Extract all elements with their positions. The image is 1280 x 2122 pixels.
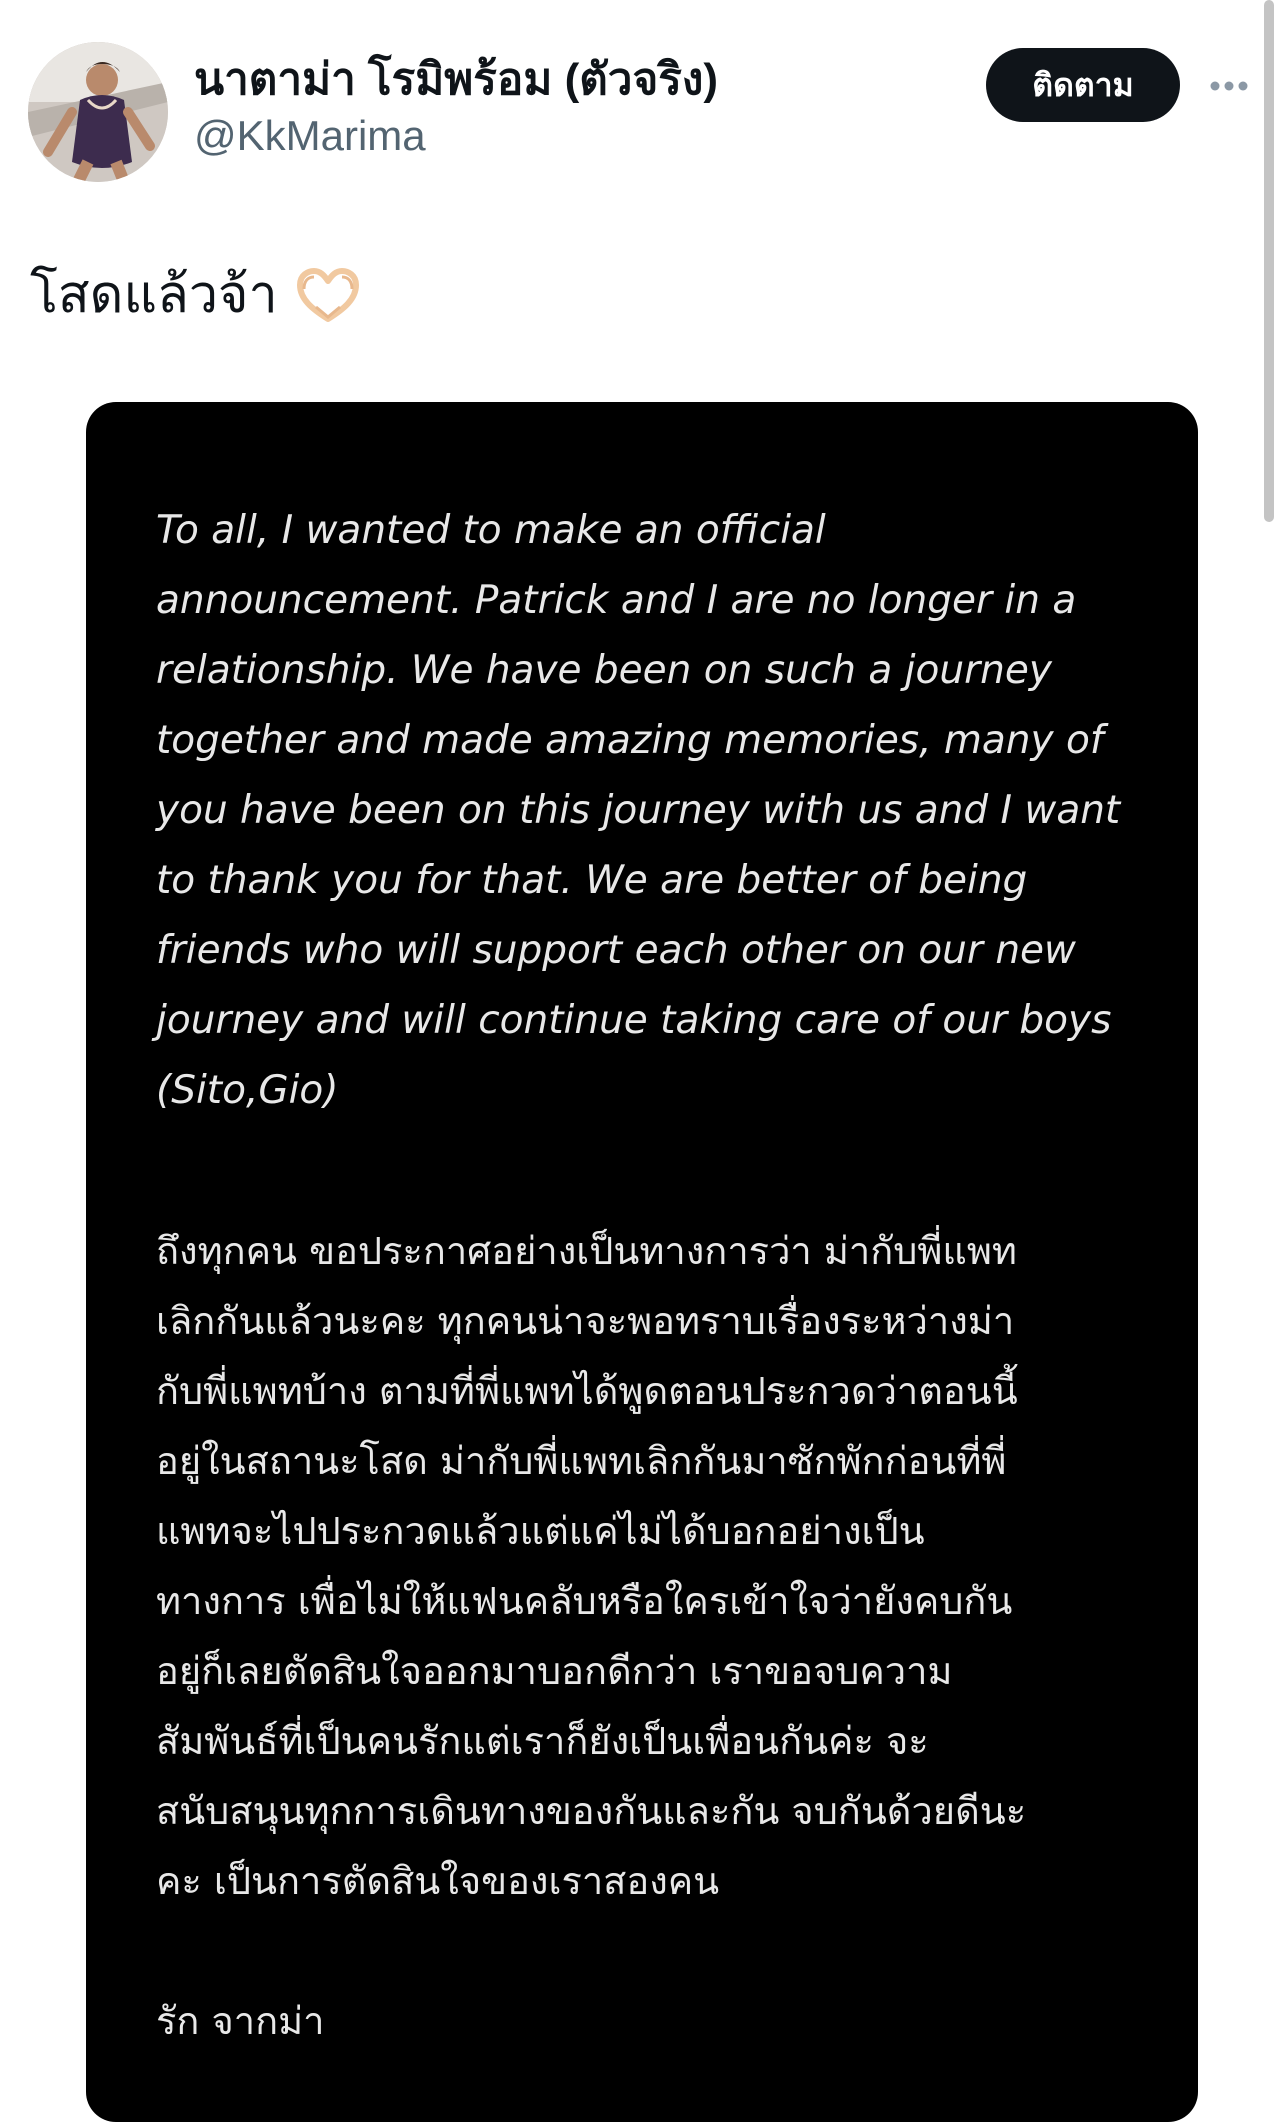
thai-line: สัมพันธ์ที่เป็นคนรักแต่เราก็ยังเป็นเพื่อนกันค่ะ จะ: [156, 1719, 929, 1763]
thai-line: ถึงทุกคน ขอประกาศอย่างเป็นทางการว่า ม่ากับพี่แพท: [156, 1229, 1017, 1273]
scrollbar[interactable]: [1264, 0, 1274, 522]
thai-line: คะ เป็นการตัดสินใจของเราสองคน: [156, 1859, 720, 1903]
more-horizontal-icon: [1209, 80, 1249, 92]
thai-line: อยู่ก็เลยตัดสินใจออกมาบอกดีกว่า เราขอจบความ: [156, 1649, 953, 1693]
thai-line: แพทจะไปประกวดแล้วแต่แค่ไม่ได้บอกอย่างเป็น: [156, 1509, 925, 1553]
tweet-text: [30, 262, 360, 328]
author-handle[interactable]: @KkMarima: [194, 112, 426, 159]
heart-hands-icon: [296, 267, 360, 323]
author-info: [194, 54, 718, 162]
avatar-photo: [28, 42, 168, 182]
english-line: to thank you for that. We are better of being: [156, 858, 1028, 903]
thai-line: อยู่ในสถานะโสด ม่ากับพี่แพทเลิกกันมาซักพักก่อนที่พี่: [156, 1439, 1007, 1483]
english-line: together and made amazing memories, many of: [156, 718, 1104, 763]
thai-line: กับพี่แพทบ้าง ตามที่พี่แพทได้พูดตอนประกวดว่าตอนนี้: [156, 1369, 1018, 1413]
announcement-thai: [156, 1216, 1136, 1916]
announcement-image[interactable]: [86, 402, 1198, 2122]
follow-button[interactable]: ติดตาม: [986, 48, 1180, 122]
english-line: relationship. We have been on such a journey: [156, 648, 1052, 693]
thai-line: ทางการ เพื่อไม่ให้แฟนคลับหรือใครเข้าใจว่ายังคบกัน: [156, 1579, 1013, 1623]
english-line: (Sito,Gio): [156, 1068, 339, 1113]
avatar[interactable]: [28, 42, 168, 182]
tweet-text-content: โสดแล้วจ้า: [30, 266, 278, 324]
author-display-name[interactable]: นาตาม่า โรมิพร้อม (ตัวจริง): [194, 55, 719, 104]
announcement-sign-off: รัก จากม่า: [156, 1999, 325, 2043]
announcement-english: [156, 496, 1136, 1126]
thai-line: สนับสนุนทุกการเดินทางของกันและกัน จบกันด้วยดีนะ: [156, 1789, 1027, 1833]
english-line: you have been on this journey with us and I want: [156, 788, 1121, 833]
more-options-button[interactable]: [1202, 66, 1256, 106]
announcement-content: [156, 496, 1136, 2056]
english-line: To all, I wanted to make an official: [156, 508, 826, 553]
english-line: friends who will support each other on our new: [156, 928, 1076, 973]
thai-line: เลิกกันแล้วนะคะ ทุกคนน่าจะพอทราบเรื่องระหว่างม่า: [156, 1299, 1015, 1343]
tweet-header: [28, 38, 1252, 188]
english-line: journey and will continue taking care of our boys: [156, 998, 1112, 1043]
english-line: announcement. Patrick and I are no longer in a: [156, 578, 1077, 623]
